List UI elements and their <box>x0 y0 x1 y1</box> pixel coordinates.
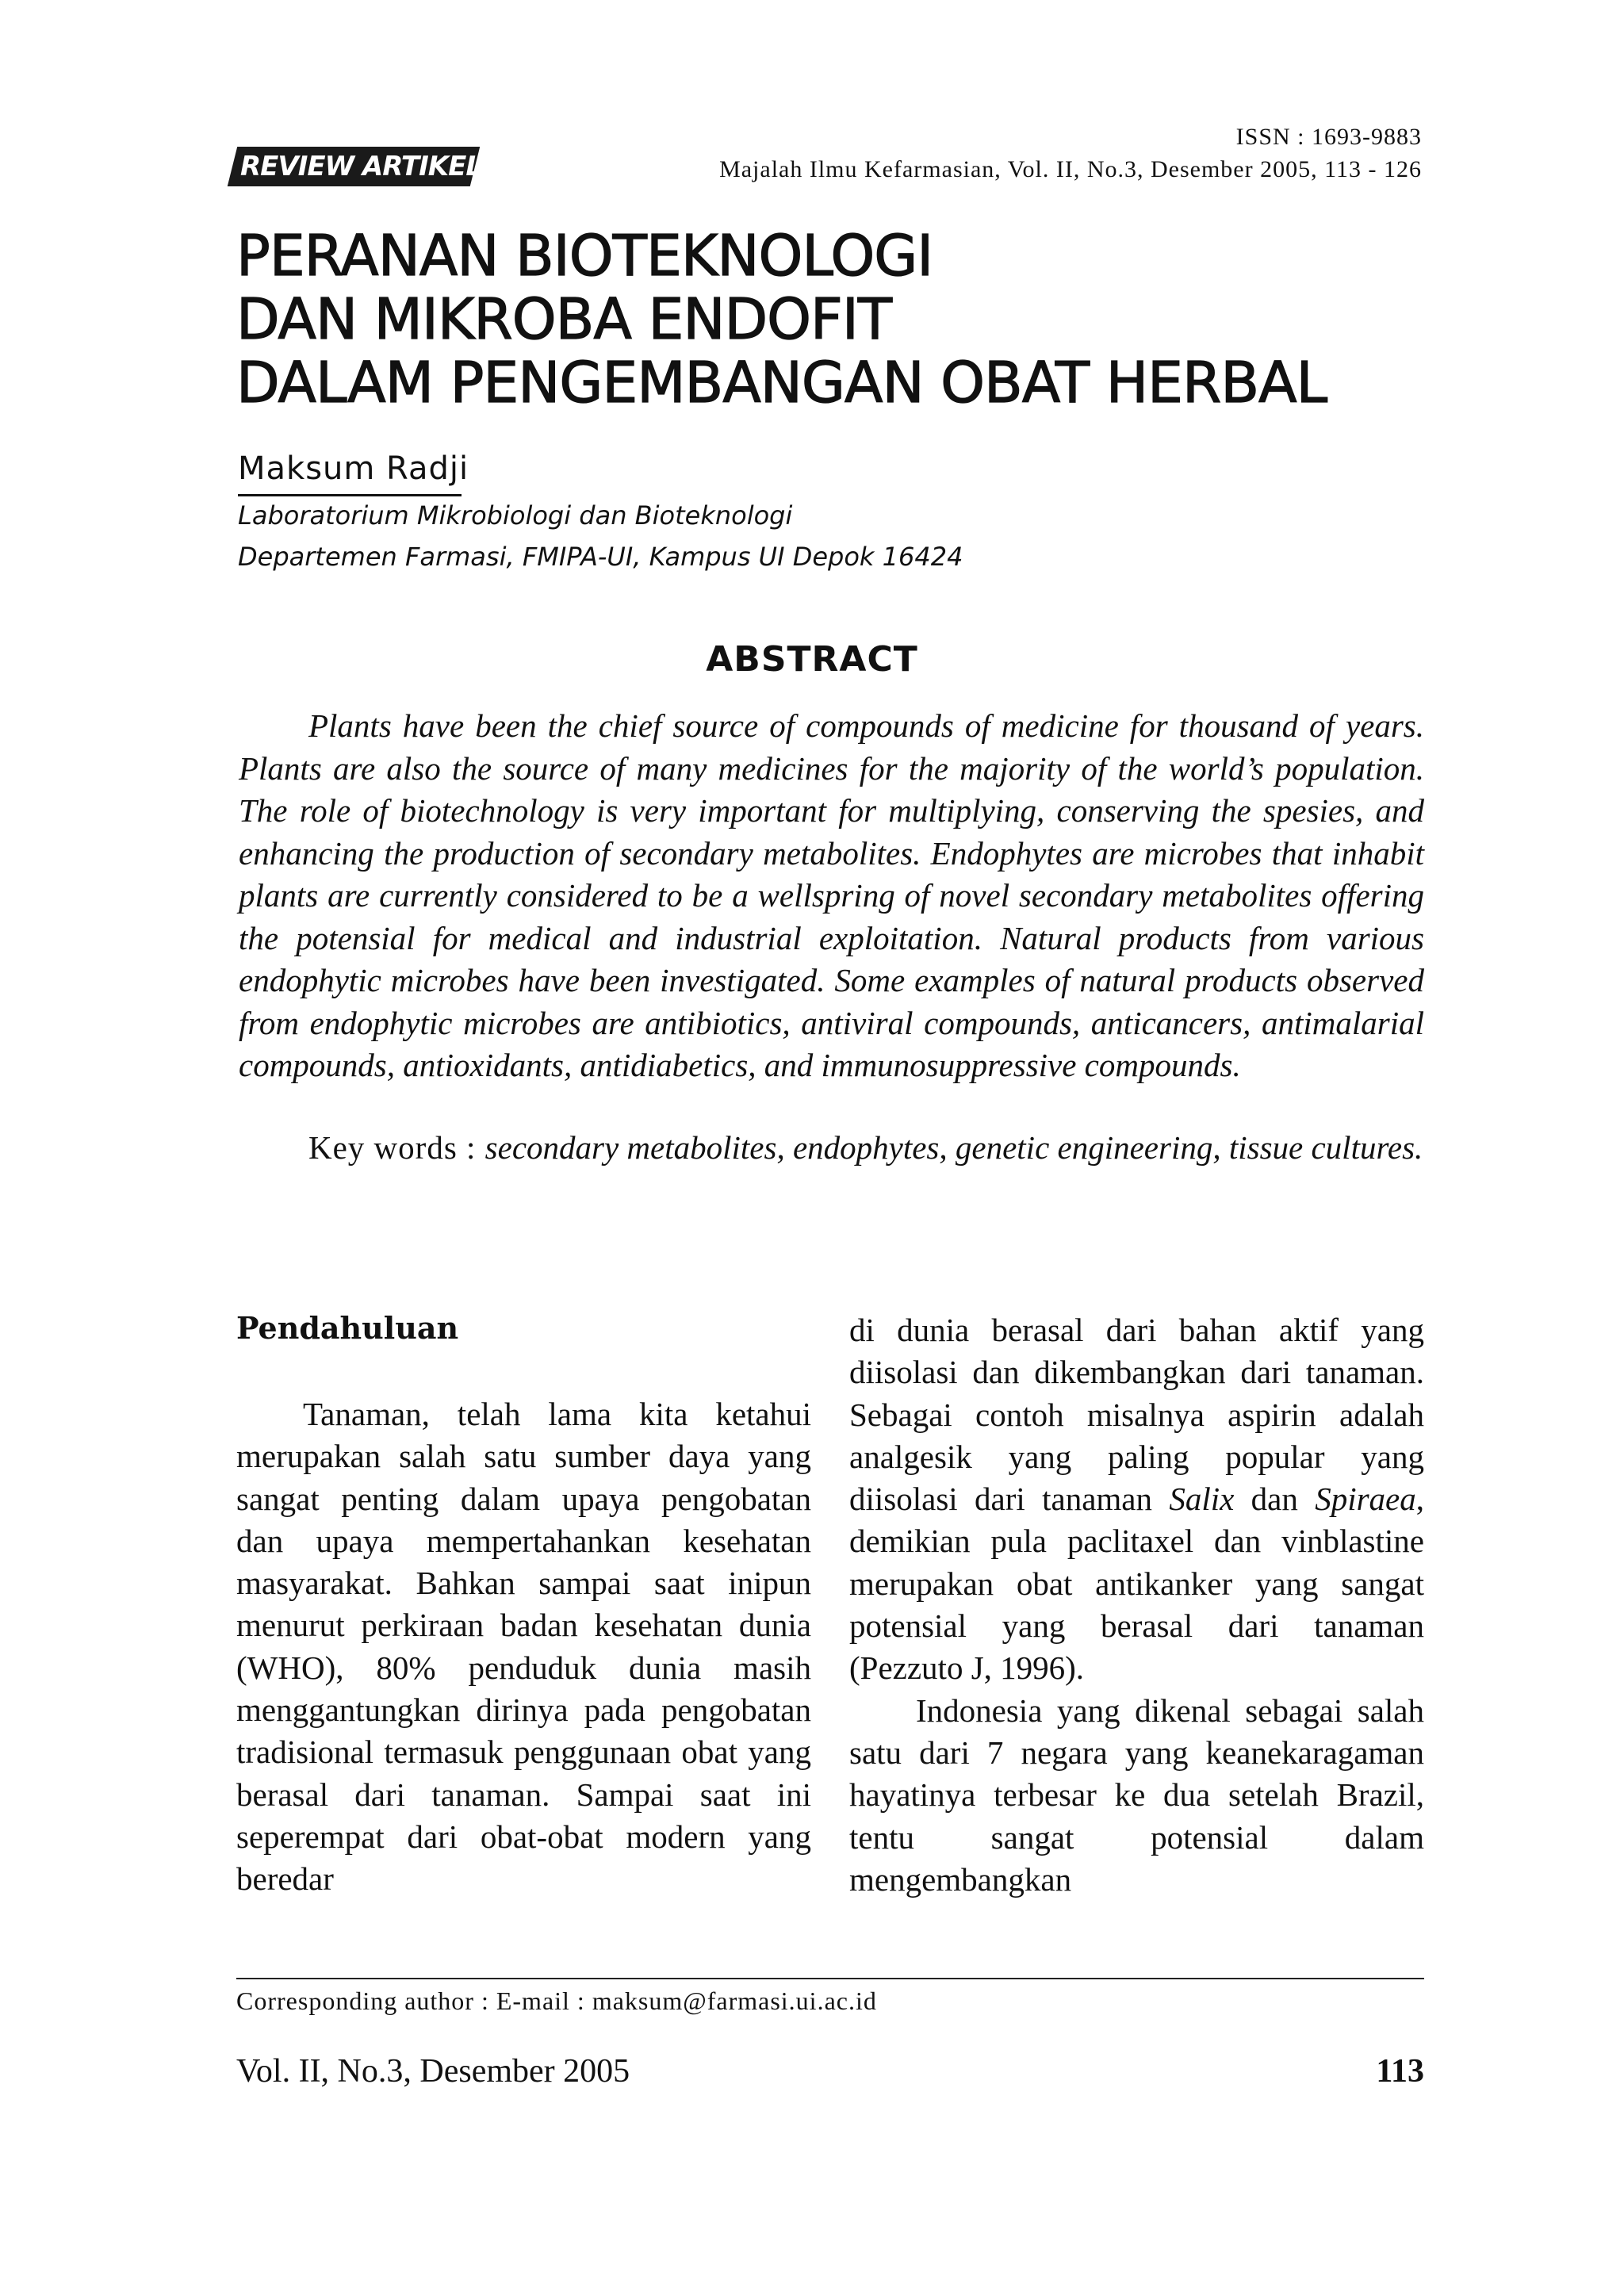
species-name: Spiraea <box>1315 1481 1416 1518</box>
page-number: 113 <box>1376 2053 1424 2090</box>
body-paragraph: Indonesia yang dikenal sebagai salah satu dari 7 negara yang keanekaragaman hayatinya terbesar ke dua setelah Brazil, tentu sangat potensial dalam mengembangkan <box>849 1691 1424 1898</box>
author-department: Departemen Farmasi, FMIPA-UI, Kampus UI Depok 16424 <box>238 542 963 572</box>
paragraph-text: , demikian pula paclitaxel dan vinblastine merupakan obat antikanker yang sangat potensial yang berasal dari tanaman (Pezzuto J, 1996). <box>849 1481 1424 1687</box>
title-line: DALAM PENGEMBANGAN OBAT HERBAL <box>236 350 1327 416</box>
keywords <box>239 1127 1424 1170</box>
body-column-right <box>849 1309 1424 1901</box>
issn: ISSN : 1693-9883 <box>1235 124 1422 150</box>
author-underline <box>238 494 462 496</box>
abstract-text: Plants have been the chief source of compounds of medicine for thousand of years. Plants are also the source of many medicines for the majority of the world’s population. The role of biotechnology is very important for multiplying, conserving the spesies, and enhancing the production of secondary metabolites. Endophytes are microbes that inhabit plants are currently considered to be a wellspring of novel secondary metabolites offering the potensial for medical and industrial exploitation. Natural products from various endophytic microbes have been investigated. Some examples of natural products observed from endophytic microbes are antibiotics, antiviral compounds, anticancers, antimalarial compounds, antioxidants, antidiabetics, and immunosuppressive compounds. <box>239 707 1424 1083</box>
footnote-divider <box>236 1978 1424 1979</box>
journal-citation: Majalah Ilmu Kefarmasian, Vol. II, No.3, Desember 2005, 113 - 126 <box>719 156 1422 182</box>
paragraph-text: di dunia berasal dari bahan aktif yang diisolasi dan dikembangkan dari tanaman. Sebagai contoh misalnya aspirin adalah analgesik yang paling popular yang diisolasi dari tanaman <box>849 1312 1424 1518</box>
title-line: DAN MIKROBA ENDOFIT <box>236 286 892 352</box>
species-name: Salix <box>1169 1481 1235 1518</box>
abstract-heading: ABSTRACT <box>706 639 918 680</box>
title-line: PERANAN BIOTEKNOLOGI <box>236 223 933 289</box>
paragraph-text: dan <box>1234 1481 1316 1518</box>
body-paragraph: Tanaman, telah lama kita ketahui merupakan salah satu sumber daya yang sangat penting dalam upaya pengobatan dan upaya mempertahankan kesehatan masyarakat. Bahkan sampai saat inipun menurut perkiraan badan kesehatan dunia (WHO), 80% penduduk dunia masih menggantungkan dirinya pada pengobatan tradisional termasuk penggunaan obat yang berasal dari tanaman. Sampai saat ini seperempat dari obat-obat modern yang beredar <box>236 1396 811 1898</box>
article-title <box>236 224 1327 415</box>
body-column-left <box>236 1393 811 1901</box>
body-paragraph <box>849 1309 1424 1690</box>
corresponding-author-footnote: Corresponding author : E-mail : maksum@farmasi.ui.ac.id <box>236 1986 877 2015</box>
footer-volume: Vol. II, No.3, Desember 2005 <box>236 2053 630 2090</box>
author-affiliation: Laboratorium Mikrobiologi dan Bioteknologi <box>238 500 793 531</box>
keywords-label: Key words : <box>308 1129 485 1166</box>
section-heading: Pendahuluan <box>236 1310 459 1346</box>
review-badge: REVIEW ARTIKEL <box>240 151 482 182</box>
keywords-text: secondary metabolites, endophytes, genetic engineering, tissue cultures. <box>485 1129 1423 1166</box>
author-name: Maksum Radji <box>238 450 469 487</box>
